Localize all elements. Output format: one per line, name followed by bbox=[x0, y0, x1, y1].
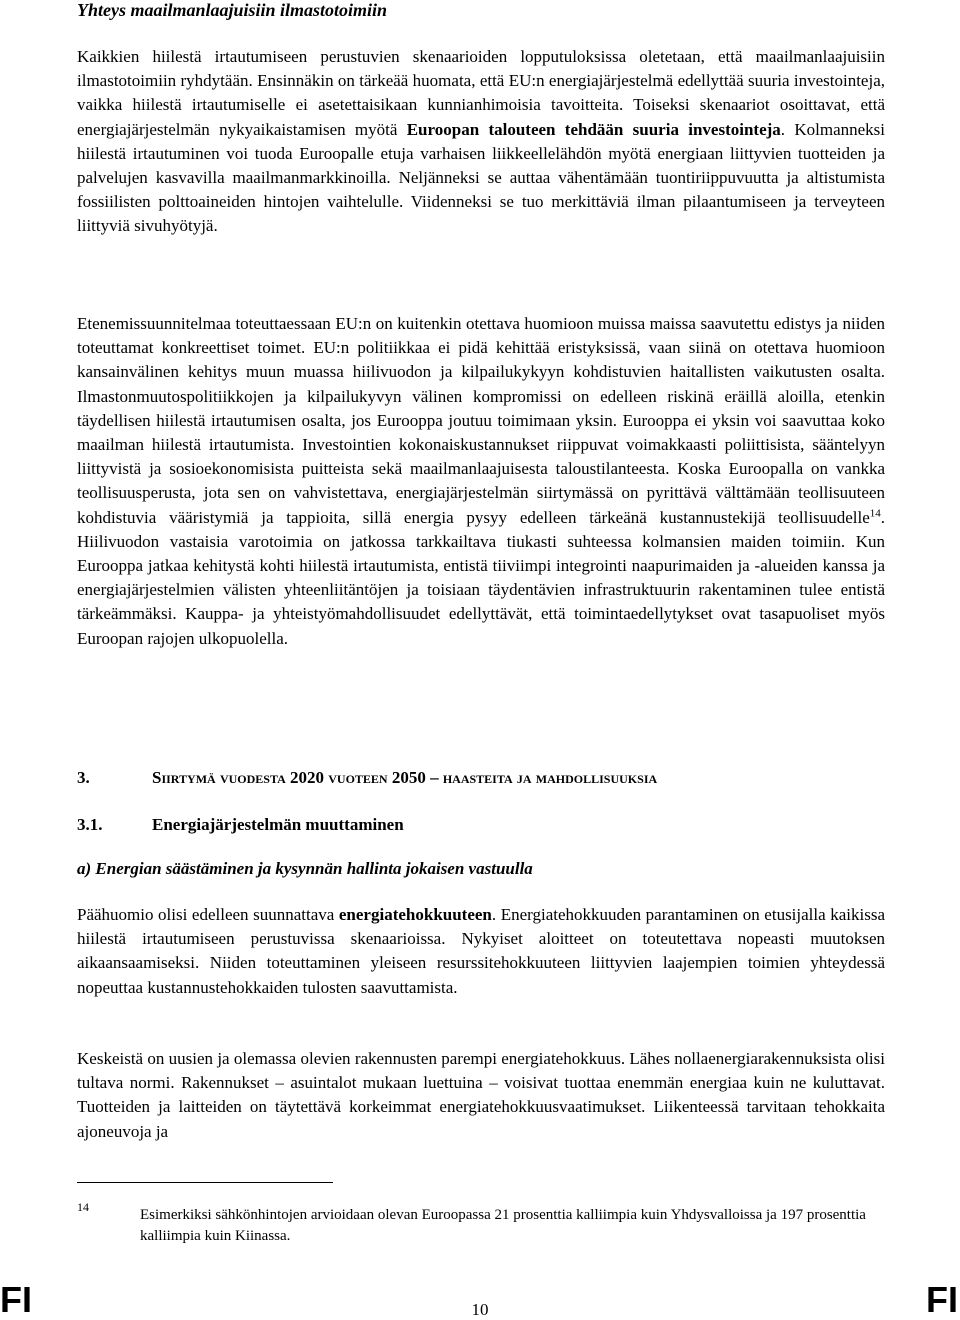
footnote-text: Esimerkiksi sähkönhintojen arvioidaan olevan Euroopassa 21 prosenttia kalliimpia kuin Yhdysvalloissa ja 197 prosenttia kalliimpia kuin Kiinassa. bbox=[140, 1207, 866, 1244]
section-3-number: 3. bbox=[77, 768, 90, 787]
paragraph-4: Keskeistä on uusien ja olemassa olevien rakennusten parempi energiatehokkuus. Lähes nollaenergiarakennuksista olisi tultava normi. Rakennukset – asuintalot mukaan luettuina – voisivat tuottaa enemmän energiaa kuin ne kuluttavat. Tuotteiden ja laitteiden on täytettävä korkeimmat energiatehokkuusvaatimukset. Liikenteessä tarvitaan tehokkaita ajoneuvoja ja bbox=[77, 1049, 885, 1141]
paragraph-1-text-a: Kaikkien hiilestä irtautumiseen perustuvien skenaarioiden lopputuloksissa oletetaan, että maailmanlaajuisiin ilmastotoimiin ryhdytään. Ensinnäkin on tärkeää huomata, että EU:n energiajärjestelmä edellyttää suuria investointeja, vaikka hiilestä irtautumiselle ei asetettaisikaan kunnianhimoisia tavoitteita. Toiseksi skenaariot osoittavat, että energiajärjestelmän nykyaikaistamisen myötä bbox=[77, 47, 885, 139]
paragraph-2-text-b: . Hiilivuodon vastaisia varotoimia on jatkossa tarkkailtava tiukasti suhteessa kolmansien maiden toimiin. Kun Eurooppa jatkaa kehitystä kohti hiilestä irtautumista, entistä tiiviimpi integrointi naapurimaiden ja -alueiden kanssa ja energiajärjestelmien välisten yhteenliitäntöjen ja toisiaan täydentävien infrastruktuurin rakentaminen tulee entistä tärkeämmäksi. Kauppa- ja yhteistyömahdollisuudet edellyttävät, että toimintaedellytykset ovat tasapuoliset myös Euroopan rajojen ulkopuolella. bbox=[77, 507, 885, 648]
footnote-divider bbox=[77, 1182, 333, 1183]
paragraph-3 bbox=[77, 903, 885, 1000]
section-3-heading bbox=[77, 767, 885, 789]
paragraph-3-text-b: . Energiatehokkuuden parantaminen on etusijalla kaikissa hiilestä irtautumiseen perustuvissa skenaarioissa. Nykyiset aloitteet on toteutettava nopeasti muutoksen aikaansaamiseksi. Niiden toteuttaminen yleiseen resurssitehokkuuteen liittyvien laajempien toimien yhteydessä nopeuttaa kustannustehokkaiden tulosten saavuttamista. bbox=[77, 905, 886, 997]
language-code-right: FI bbox=[926, 1279, 958, 1320]
paragraph-1-bold: Euroopan talouteen tehdään suuria investointeja bbox=[406, 119, 781, 139]
section-3-title: Siirtymä vuodesta 2020 vuoteen 2050 – haasteita ja mahdollisuuksia bbox=[152, 768, 658, 787]
paragraph-2-text-a: Etenemissuunnitelmaa toteuttaessaan EU:n on kuitenkin otettava huomioon muissa maissa saavutettu edistys ja niiden toteuttamat konkreettiset toimet. EU:n politiikkaa ei pidä kehittää eristyksissä, vaan siinä on otettava huomioon kansainvälinen kehitys muun muassa hiilivuodon ja kilpailukykyyn kohdistuvien haitallisten vaikutusten osalta. Ilmastonmuutospolitiikkojen ja kilpailukyvyn välinen kompromissi on edelleen riskinä eräillä aloilla, etenkin täydellisen hiilestä irtautumisen osalta, jos Eurooppa joutuu toimimaan yksin. Eurooppa ei yksin voi saavuttaa koko maailman hiilestä irtautumista. Investointien kokonaiskustannukset riippuvat voimakkaasti poliittisista, sääntelyyn liittyvistä ja sosioekonomisista puitteista sekä maailmanlaajuisesta taloustilanteesta. Koska Euroopalla on vankka teollisuusperusta, jota sen on vahvistettava, energiajärjestelmän siirtymässä on pyrittävä välttämään teollisuuteen kohdistuvia vääristymiä ja tappioita, sillä energia pysyy edelleen tärkeänä kustannustekijä teollisuudelle bbox=[77, 314, 885, 527]
section-3-1-number: 3.1. bbox=[77, 815, 103, 834]
footnote-reference[interactable]: 14 bbox=[869, 506, 881, 519]
paragraph-3-text-a: Päähuomio olisi edelleen suunnattava bbox=[77, 905, 339, 924]
subheading-a: a) Energian säästäminen ja kysynnän hallinta jokaisen vastuulla bbox=[77, 859, 533, 878]
section-3-1-heading bbox=[77, 814, 885, 836]
paragraph-2 bbox=[77, 312, 885, 651]
language-code-left: FI bbox=[0, 1279, 32, 1320]
section-heading: Yhteys maailmanlaajuisiin ilmastotoimiin bbox=[77, 0, 388, 20]
page-number: 10 bbox=[471, 1300, 489, 1319]
section-3-1-title: Energiajärjestelmän muuttaminen bbox=[152, 815, 404, 834]
paragraph-1 bbox=[77, 45, 885, 239]
paragraph-3-bold: energiatehokkuuteen bbox=[338, 905, 492, 924]
paragraph-1-text-b: . Kolmanneksi hiilestä irtautuminen voi tuoda Euroopalle etuja varhaisen liikkeellelähdön myötä energiaan liittyvien tuotteiden ja palvelujen kasvavilla maailmanmarkkinoilla. Neljänneksi se auttaa vähentämään tuontiriippuvuutta ja altistumista fossiilisten polttoaineiden hintojen vaihtelulle. Viidenneksi se tuo merkittäviä ilman pilaantumiseen ja terveyteen liittyviä sivuhyötyjä. bbox=[77, 119, 885, 236]
footnote-number: 14 bbox=[77, 1200, 89, 1214]
